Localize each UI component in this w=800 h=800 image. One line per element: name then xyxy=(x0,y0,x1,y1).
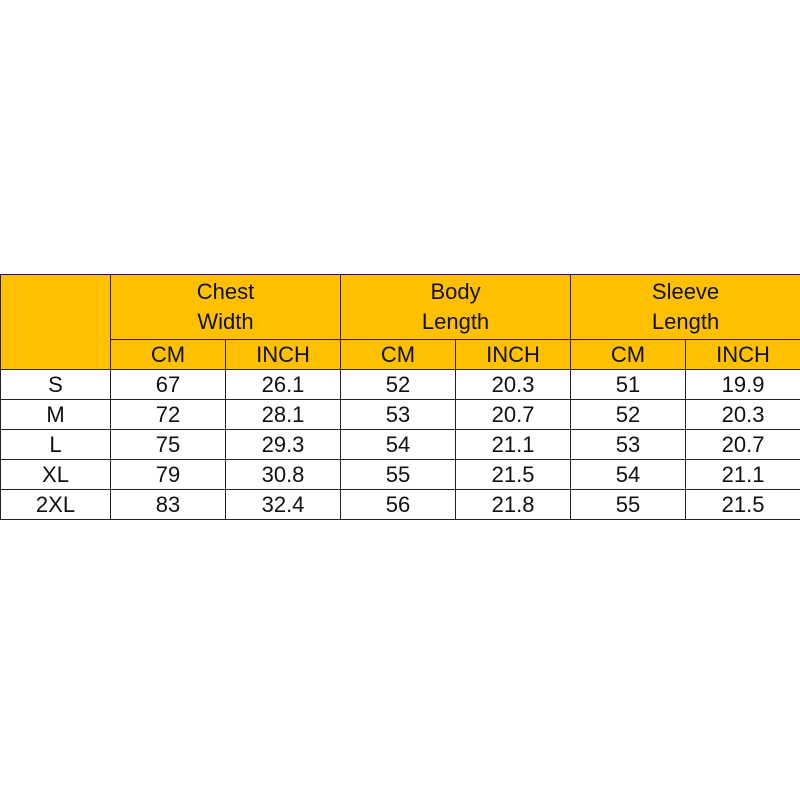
table-row xyxy=(1,370,800,400)
value-cell: 72 xyxy=(111,400,226,430)
value-cell: 21.5 xyxy=(456,460,571,490)
header-line: Width xyxy=(197,309,254,334)
value-cell: 21.1 xyxy=(456,430,571,460)
value-cell: 53 xyxy=(571,430,686,460)
value-cell: 19.9 xyxy=(686,370,800,400)
value-cell: 79 xyxy=(111,460,226,490)
table-row xyxy=(1,460,800,490)
size-cell: M xyxy=(1,400,111,430)
unit-header-cell: INCH xyxy=(226,340,341,370)
unit-header-cell: CM xyxy=(341,340,456,370)
value-cell: 55 xyxy=(571,490,686,520)
value-cell: 54 xyxy=(571,460,686,490)
value-cell: 51 xyxy=(571,370,686,400)
value-cell: 52 xyxy=(341,370,456,400)
header-line: Chest xyxy=(196,279,255,304)
value-cell: 56 xyxy=(341,490,456,520)
measurement-header-row xyxy=(1,275,800,340)
unit-header-cell: CM xyxy=(571,340,686,370)
body-length-header xyxy=(341,275,571,340)
size-cell: XL xyxy=(1,460,111,490)
header-line: Length xyxy=(421,309,490,334)
value-cell: 83 xyxy=(111,490,226,520)
value-cell: 21.8 xyxy=(456,490,571,520)
header-line: Sleeve xyxy=(651,279,720,304)
size-chart-table xyxy=(0,274,800,520)
table-row xyxy=(1,490,800,520)
value-cell: 75 xyxy=(111,430,226,460)
chest-width-header xyxy=(111,275,341,340)
size-cell: S xyxy=(1,370,111,400)
value-cell: 20.3 xyxy=(686,400,800,430)
value-cell: 54 xyxy=(341,430,456,460)
value-cell: 67 xyxy=(111,370,226,400)
value-cell: 20.3 xyxy=(456,370,571,400)
value-cell: 21.5 xyxy=(686,490,800,520)
unit-header-row xyxy=(1,340,800,370)
table-row xyxy=(1,430,800,460)
header-line: Length xyxy=(651,309,720,334)
value-cell: 30.8 xyxy=(226,460,341,490)
size-cell: L xyxy=(1,430,111,460)
value-cell: 26.1 xyxy=(226,370,341,400)
value-cell: 32.4 xyxy=(226,490,341,520)
value-cell: 28.1 xyxy=(226,400,341,430)
unit-header-cell: CM xyxy=(111,340,226,370)
unit-header-cell: INCH xyxy=(456,340,571,370)
header-line: Body xyxy=(430,279,481,304)
value-cell: 21.1 xyxy=(686,460,800,490)
table-row xyxy=(1,400,800,430)
value-cell: 29.3 xyxy=(226,430,341,460)
size-header-cell xyxy=(1,275,111,370)
sleeve-length-header xyxy=(571,275,800,340)
size-cell: 2XL xyxy=(1,490,111,520)
value-cell: 55 xyxy=(341,460,456,490)
value-cell: 20.7 xyxy=(456,400,571,430)
value-cell: 20.7 xyxy=(686,430,800,460)
unit-header-cell: INCH xyxy=(686,340,800,370)
value-cell: 52 xyxy=(571,400,686,430)
value-cell: 53 xyxy=(341,400,456,430)
